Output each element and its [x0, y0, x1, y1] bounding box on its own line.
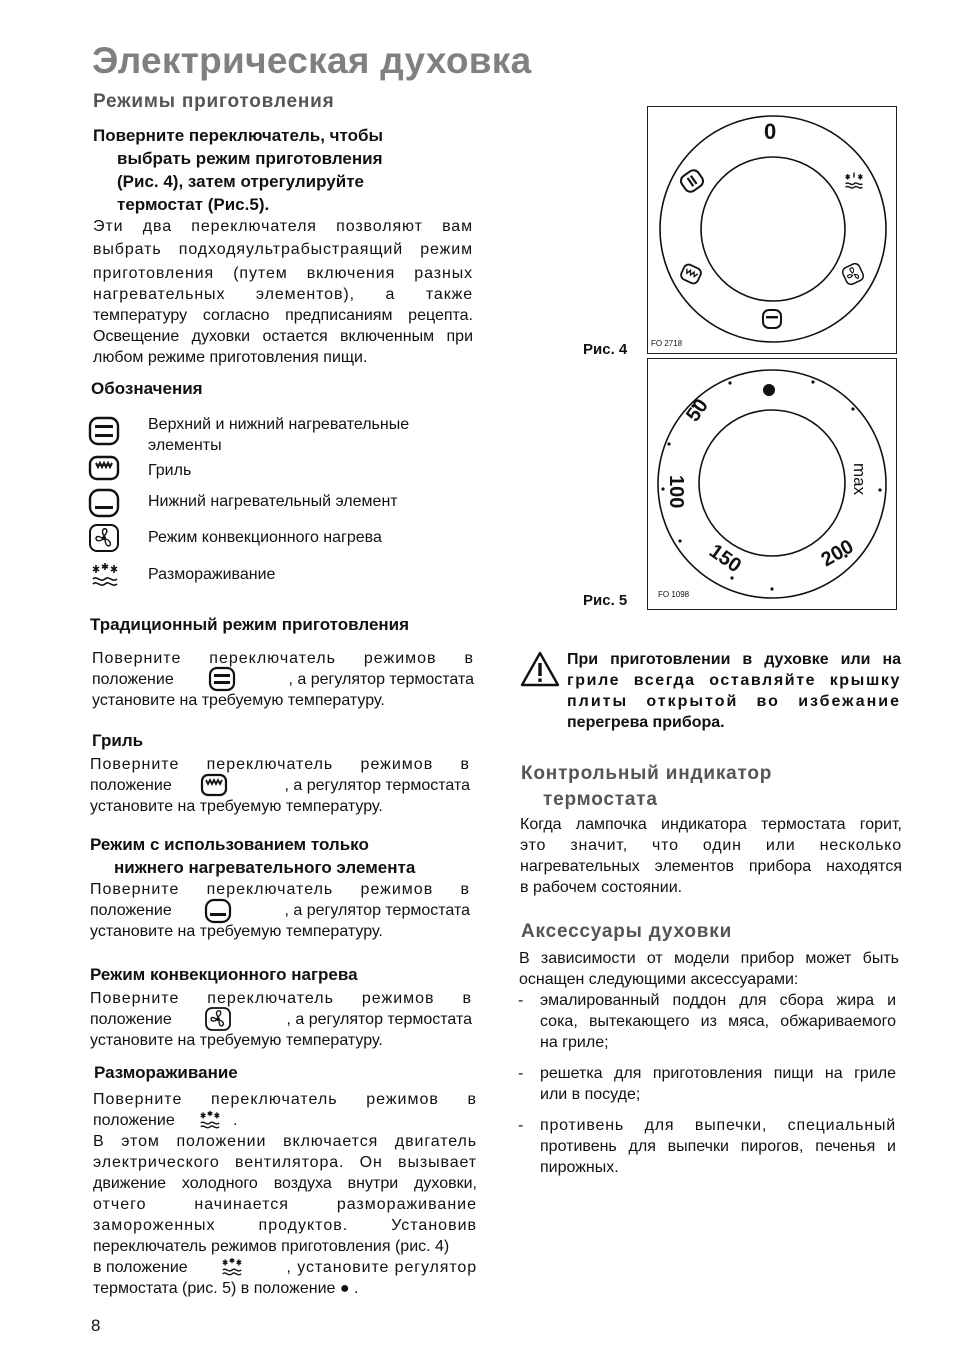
thermostat-label-150: 150 [705, 540, 746, 578]
accessories-intro: В зависимости от модели прибор может быть оснащен следующими аксессуарами: [519, 950, 899, 988]
traditional-text: Поверните переключатель режимов в положение , а регулятор термостата установите на требуемую температуру. [92, 650, 474, 709]
mode-dial-off-label: 0 [764, 119, 777, 144]
traditional-heading: Традиционный режим приготовления [90, 615, 410, 634]
legend-item-grill: Гриль [148, 462, 192, 479]
defrost-icon [197, 1109, 223, 1131]
indicator-heading: Контрольный индикатор термостата [521, 763, 773, 810]
bottom-heat-icon [88, 488, 122, 518]
legend-item-fan: Режим конвекционного нагрева [148, 529, 382, 546]
modes-intro-text: Эти два переключателя позволяют вам выбрать подходяультрабыстраящий режим [93, 218, 473, 258]
page-title: Электрическая духовка [92, 40, 532, 81]
modes-intro-text-2: приготовления (путем включения разных нагревательных элементов), а также температуру согласно предписаниям рецепта. Освещение духовки остается включенным при любом режиме приготовления пищи. [93, 265, 473, 366]
legend-item-defrost: Размораживание [148, 566, 276, 583]
accessories-heading: Аксессуары духовки [521, 921, 733, 942]
grill-text: Поверните переключатель режимов в положение , а регулятор термостата установите на требуемую температуру. [90, 756, 470, 815]
thermostat-dial-drawing [648, 359, 896, 609]
grill-icon [200, 773, 228, 797]
figure-5-thermostat-dial [647, 358, 897, 610]
figure-5-caption: Рис. 5 [583, 592, 628, 609]
legend-heading: Обозначения [91, 379, 203, 398]
legend-item-bottom: Нижний нагревательный элемент [148, 493, 398, 510]
top-bottom-heat-icon [88, 416, 122, 446]
convection-heading: Режим конвекционного нагрева [90, 965, 358, 984]
figure-5-code: FO 1098 [658, 590, 690, 599]
fan-icon [204, 1006, 232, 1032]
figure-4-code: FO 2718 [651, 339, 683, 348]
top-bottom-heat-icon [208, 666, 236, 692]
figure-4-mode-dial [647, 106, 897, 354]
accessory-item-2: - решетка для приготовления пищи на гриле или в посуде; [518, 1065, 896, 1103]
page-number: 8 [91, 1316, 101, 1335]
bottom-heat-icon [204, 898, 232, 924]
thermostat-label-max: max [850, 463, 869, 496]
warning-icon [519, 650, 561, 688]
bottom-heading: Режим с использованием только нижнего нагревательного элемента [90, 835, 416, 877]
indicator-text: Когда лампочка индикатора термостата горит, это значит, что один или несколько нагревательных элементов прибора находятся в рабочем состоянии. [520, 816, 902, 896]
thermostat-label-200: 200 [817, 535, 858, 572]
thermostat-label-50: 50 [682, 395, 713, 426]
convection-text: Поверните переключатель режимов в положение , а регулятор термостата установите на требуемую температуру. [90, 990, 472, 1049]
section-heading-modes: Режимы приготовления [93, 91, 335, 112]
figure-4-caption: Рис. 4 [583, 341, 628, 358]
defrost-icon [88, 562, 122, 588]
grill-icon [88, 455, 122, 481]
accessory-item-3: - противень для выпечки, специальный противень для выпечки пирогов, печенья и пирожных. [518, 1117, 896, 1176]
thermostat-label-100: 100 [665, 475, 687, 509]
legend-item-top-bottom: Верхний и нижний нагревательные элементы [148, 416, 410, 454]
accessory-item-1: - эмалированный поддон для сбора жира и сока, вытекающего из мяса, обжариваемого на гриле; [518, 992, 896, 1051]
grill-heading: Гриль [92, 731, 144, 750]
defrost-text: Поверните переключатель режимов в положение . В этом положении включается двигатель электрического вентилятора. Он вызывает движение холодного воздуха внутри духовки, отчего начинается размораживание замороженных продуктов. Установив переключатель режимов приготовления (рис. 4) в положение , установите регулятор термостата (рис. 5) в положение ● . [93, 1091, 477, 1297]
warning-text: При приготовлении в духовке или на гриле всегда оставляйте крышку плиты открытой во избежание перегрева прибора. [567, 651, 901, 731]
defrost-heading: Размораживание [94, 1063, 238, 1082]
bottom-text: Поверните переключатель режимов в положение , а регулятор термостата установите на требуемую температуру. [90, 881, 470, 940]
defrost-icon [219, 1256, 245, 1278]
fan-icon [88, 523, 122, 553]
modes-intro-bold: Поверните переключатель, чтобы выбрать режим приготовления (Рис. 4), затем отрегулируйте термостат (Рис.5). [93, 126, 384, 214]
